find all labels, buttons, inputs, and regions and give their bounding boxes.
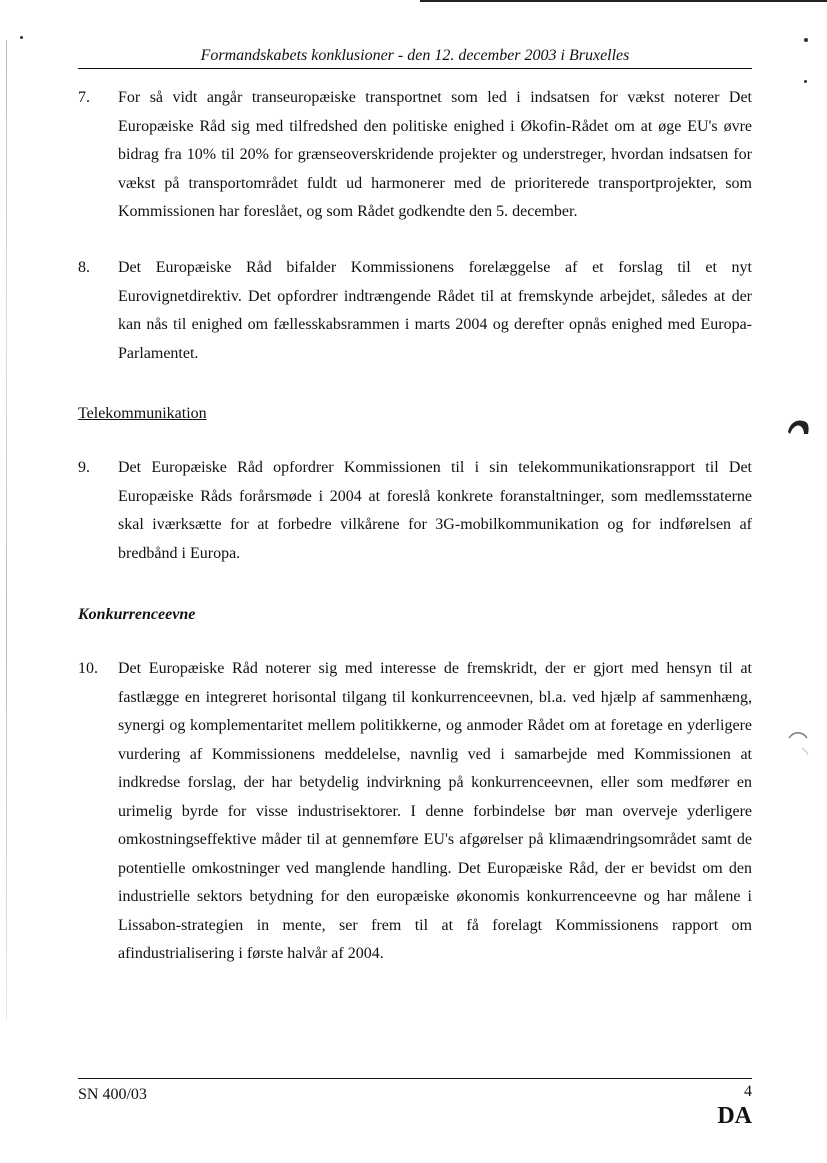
paragraph-text: Det Europæiske Råd opfordrer Kommissionen til i sin telekommunikationsrapport til Det Europæiske Råds forårsmøde i 2004 at foreslå konkrete foranstaltninger, som medlemsstaterne skal iværksætte for at forbedre vilkårene for 3G-mobilkommunikation og for indførelsen af bredbånd i Europa. bbox=[118, 459, 752, 562]
scan-speck bbox=[804, 38, 808, 42]
scan-speck bbox=[804, 80, 807, 83]
paragraph-number: 7. bbox=[78, 89, 90, 106]
binder-hole-arc-icon bbox=[786, 728, 810, 756]
paragraph-number: 8. bbox=[78, 259, 90, 276]
scan-speck bbox=[20, 36, 23, 39]
paragraph-text: For så vidt angår transeuropæiske transportnet som led i indsatsen for vækst noterer Det Europæiske Råd sig med tilfredshed den politiske enighed i Økofin-Rådet om at øge EU's øvre bidrag fra 10% til 20% for grænseoverskridende projekter og understreger, hvordan indsatsen for vækst på transportområdet fuldt ud harmonerer med de prioriterede transportprojekter, som Kommissionen har foreslået, og som Rådet godkendte den 5. december. bbox=[118, 89, 752, 220]
paragraph-10 bbox=[78, 655, 752, 969]
language-code: DA bbox=[717, 1103, 752, 1129]
scan-edge bbox=[420, 0, 827, 2]
page-number: 4 bbox=[744, 1083, 752, 1100]
footer-rule bbox=[78, 1078, 752, 1079]
paragraph-number: 10. bbox=[78, 660, 98, 677]
section-heading-competitiveness: Konkurrenceevne bbox=[78, 606, 196, 623]
paragraph-9 bbox=[78, 454, 752, 568]
paragraph-text: Det Europæiske Råd bifalder Kommissionens forelæggelse af et forslag til et nyt Eurovignetdirektiv. Det opfordrer indtrængende Rådet til at fremskynde arbejdet, således at der kan nås til enighed om fællesskabsrammen i marts 2004 og derefter opnås enighed med Europa-Parlamentet. bbox=[118, 259, 752, 362]
scan-edge bbox=[6, 40, 7, 1020]
paragraph-8 bbox=[78, 254, 752, 368]
running-header: Formandskabets konklusioner - den 12. december 2003 i Bruxelles bbox=[200, 47, 630, 64]
paragraph-text: Det Europæiske Råd noterer sig med interesse de fremskridt, der er gjort med hensyn til at fastlægge en integreret horisontal tilgang til konkurrenceevnen, bl.a. ved hjælp af sammenhæng, synergi og komplementaritet mellem politikkerne, og anmoder Rådet om at foretage en yderligere vurdering af Kommissionens meddelelse, navnlig ved i samarbejde med Kommissionen at indkredse forslag, der har betydelig indvirkning på konkurrenceevnen, eller som medfører en urimelig byrde for visse industrisektorer. I denne forbindelse bør man overveje yderligere omkostningseffektive måder til at gennemføre EU's afgørelser på klimaændringsområdet samt de potentielle omkostninger ved manglende handling. Det Europæiske Råd, der er bevidst om den industrielle sektors betydning for den europæiske økonomis konkurrenceevne og har målene i Lissabon-strategien in mente, ser frem til at få forelagt Kommissionens rapport om afindustrialisering i første halvår af 2004. bbox=[118, 660, 752, 962]
header-rule bbox=[78, 68, 752, 69]
document-reference: SN 400/03 bbox=[78, 1086, 147, 1103]
section-heading-telecom: Telekommunikation bbox=[78, 405, 207, 422]
paragraph-7 bbox=[78, 84, 752, 227]
ink-blot-icon bbox=[786, 416, 810, 436]
paragraph-number: 9. bbox=[78, 459, 90, 476]
